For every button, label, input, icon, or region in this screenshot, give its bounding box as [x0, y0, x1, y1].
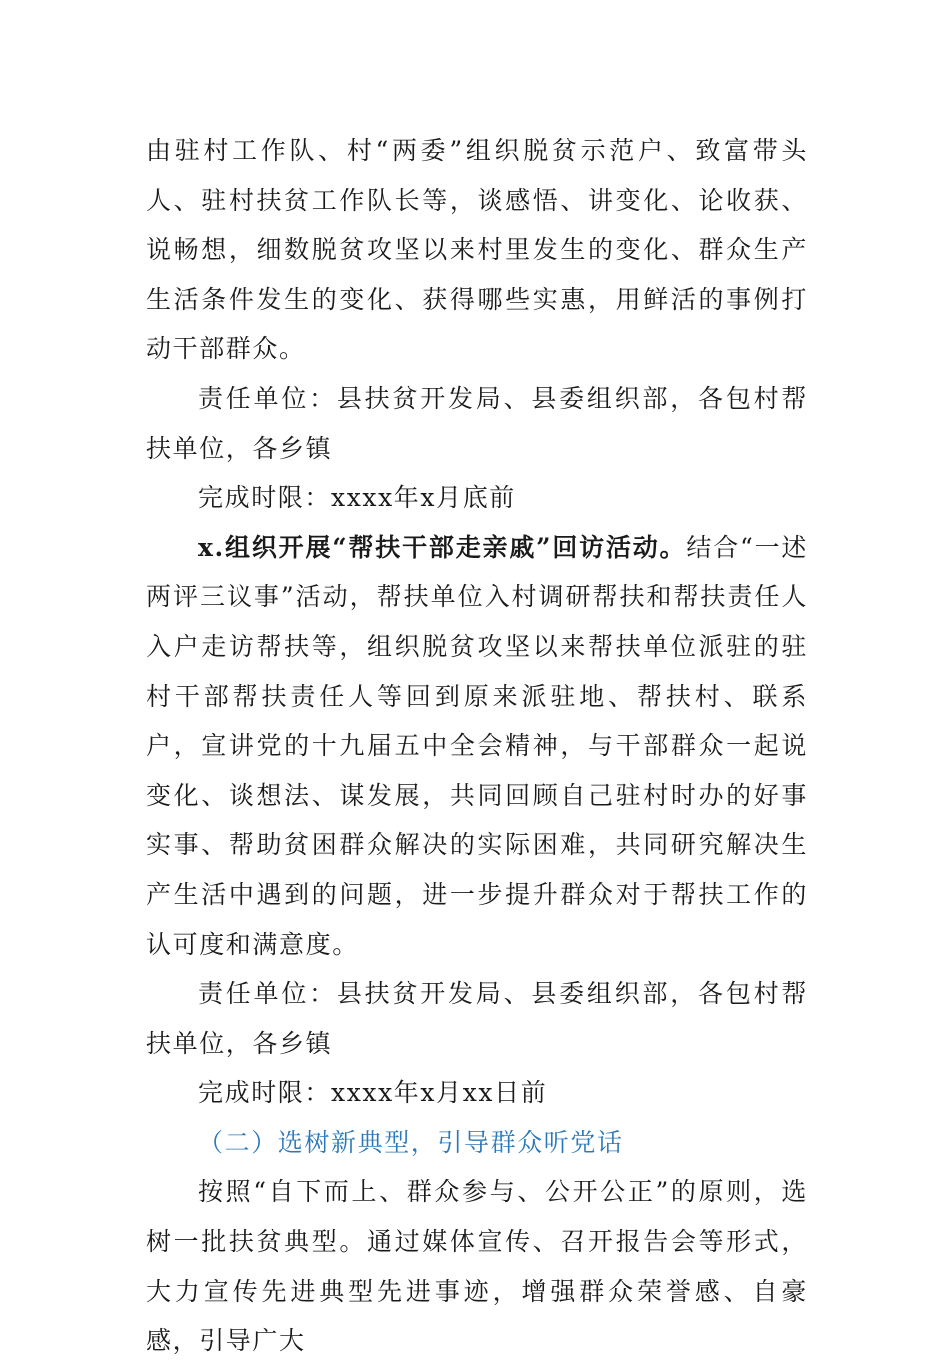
paragraph-typical-models: 按照“自下而上、群众参与、公开公正”的原则，选树一批扶贫典型。通过媒体宣传、召开报告会等形式，大力宣传先进典型先进事迹，增强群众荣誉感、自豪感，引导广大	[146, 1177, 808, 1356]
deadline-2: 完成时限：xxxx年x月xx日前	[198, 1078, 548, 1108]
deadline-1: 完成时限：xxxx年x月底前	[198, 483, 516, 513]
document-body	[146, 126, 808, 1366]
responsible-units-1: 责任单位：县扶贫开发局、县委组织部，各包村帮扶单位，各乡镇	[146, 383, 808, 463]
paragraph-exchange-activity: 由驻村工作队、村“两委”组织脱贫示范户、致富带头人、驻村扶贫工作队长等，谈感悟、讲变化、论收获、说畅想，细数脱贫攻坚以来村里发生的变化、群众生产生活条件发生的变化、获得哪些实惠，用鲜活的事例打动干部群众。	[146, 136, 808, 364]
item-body: 结合“一述两评三议事”活动，帮扶单位入村调研帮扶和帮扶责任人入户走访帮扶等，组织脱贫攻坚以来帮扶单位派驻的驻村干部帮扶责任人等回到原来派驻地、帮扶村、联系户，宣讲党的十九届五中全会精神，与干部群众一起说变化、谈想法、谋发展，共同回顾自己驻村时办的好事实事、帮助贫困群众解决的实际困难，共同研究解决生产生活中遇到的问题，进一步提升群众对于帮扶工作的认可度和满意度。	[146, 532, 808, 959]
section-heading: （二）选树新典型，引导群众听党话	[198, 1127, 624, 1157]
paragraph-revisit-activity	[146, 523, 808, 969]
responsible-units-2: 责任单位：县扶贫开发局、县委组织部，各包村帮扶单位，各乡镇	[146, 979, 808, 1058]
item-title: x.组织开展“帮扶干部走亲戚”回访活动。	[198, 532, 687, 562]
